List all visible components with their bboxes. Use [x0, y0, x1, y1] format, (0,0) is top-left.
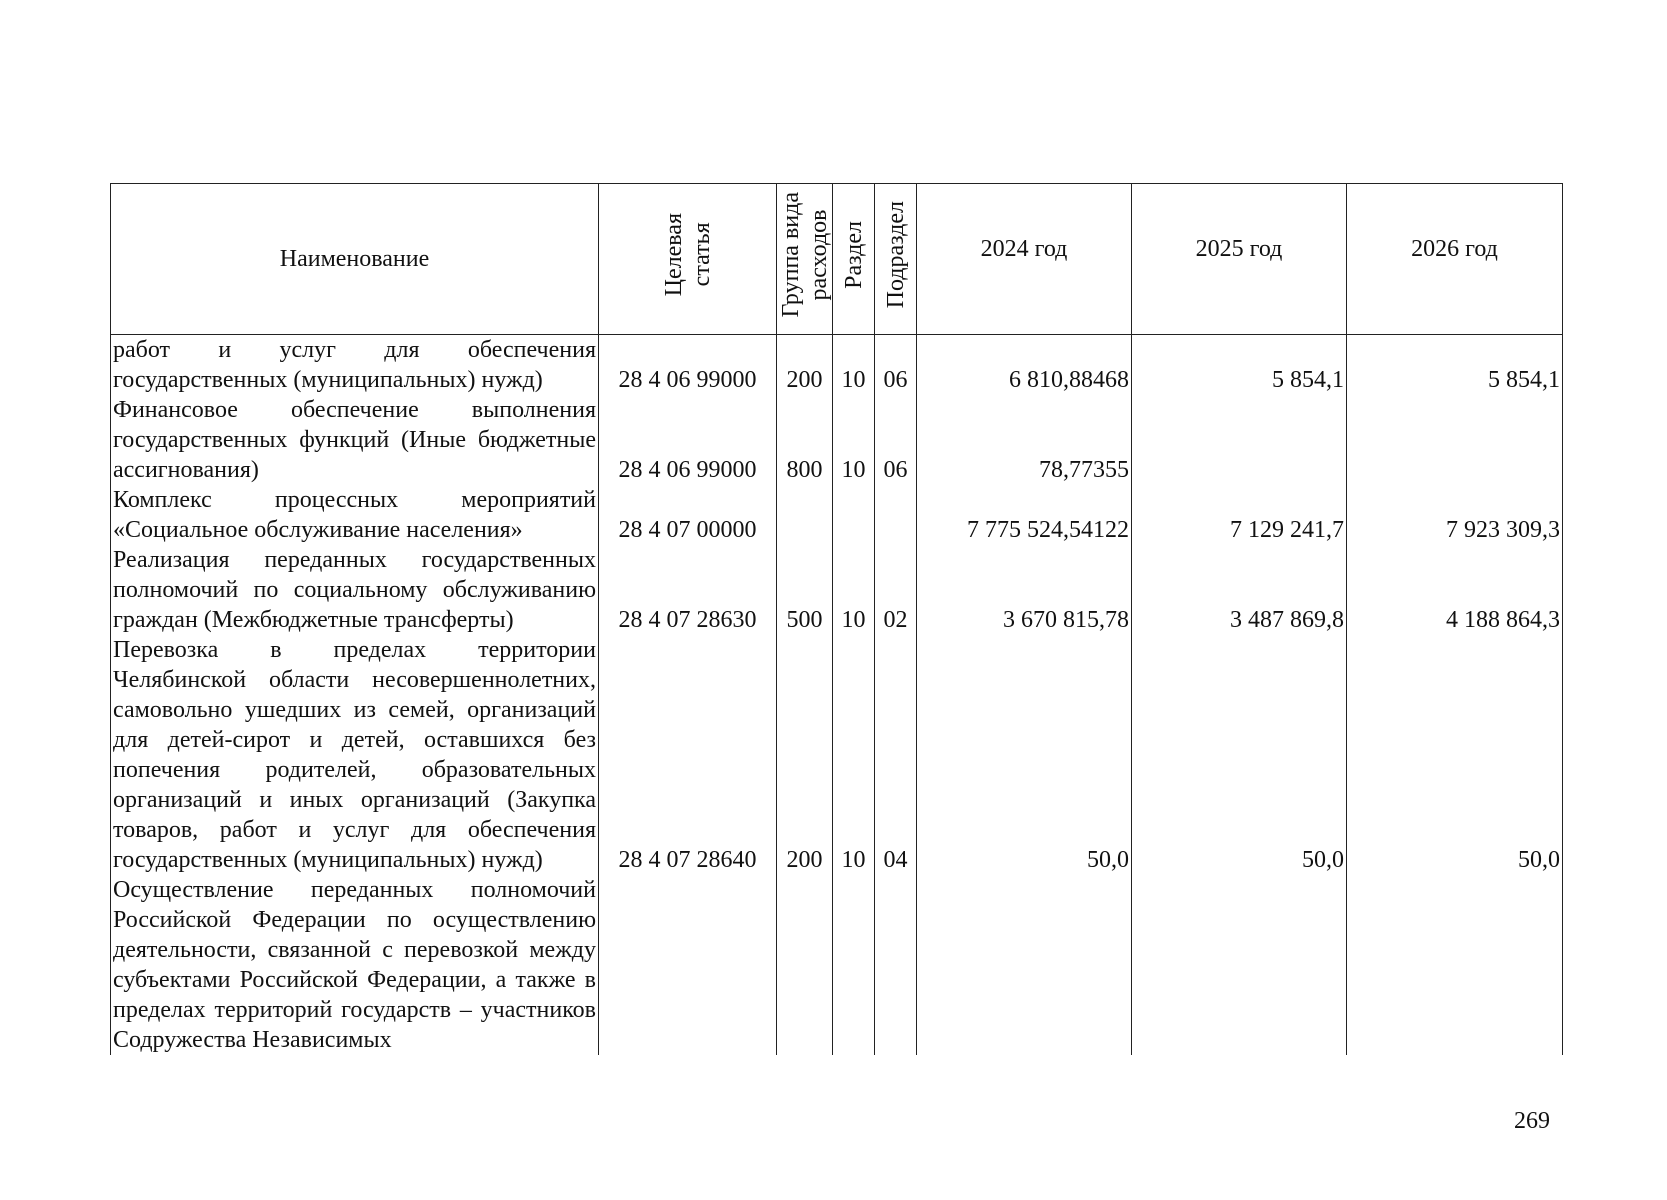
row-subsection: 02 — [875, 545, 917, 635]
row-amount-2024: 7 775 524,54122 — [917, 485, 1132, 545]
row-name: Осуществление переданных полномочий Российской Федерации по осуществлению деятельности, связанной с перевозкой между субъектами Российской Федерации, а также в пределах территорий государств – участников Содружества Независимых — [111, 875, 599, 1055]
table-row — [111, 395, 1563, 485]
row-amount-2024: 3 670 815,78 — [917, 545, 1132, 635]
row-section — [833, 875, 875, 1055]
row-amount-2026: 7 923 309,3 — [1347, 485, 1563, 545]
row-expense-group: 800 — [777, 395, 833, 485]
header-subsection: Подраздел — [875, 184, 917, 335]
row-expense-group — [777, 485, 833, 545]
row-target-article: 28 4 07 28630 — [599, 545, 777, 635]
row-section — [833, 485, 875, 545]
row-amount-2026 — [1347, 875, 1563, 1055]
row-amount-2024: 6 810,88468 — [917, 335, 1132, 396]
row-subsection — [875, 485, 917, 545]
row-amount-2024: 50,0 — [917, 635, 1132, 875]
row-amount-2025 — [1132, 395, 1347, 485]
row-name: Реализация переданных государственных полномочий по социальному обслуживанию граждан (Межбюджетные трансферты) — [111, 545, 599, 635]
row-target-article: 28 4 07 00000 — [599, 485, 777, 545]
table-row — [111, 545, 1563, 635]
header-year-2025: 2025 год — [1132, 184, 1347, 335]
row-section: 10 — [833, 395, 875, 485]
row-amount-2025: 5 854,1 — [1132, 335, 1347, 396]
header-target-article: Целевая статья — [599, 184, 777, 335]
header-year-2026: 2026 год — [1347, 184, 1563, 335]
row-target-article: 28 4 07 28640 — [599, 635, 777, 875]
row-amount-2024: 78,77355 — [917, 395, 1132, 485]
header-expense-group: Группа вида расходов — [777, 184, 833, 335]
row-name: Комплекс процессных мероприятий «Социальное обслуживание населения» — [111, 485, 599, 545]
row-subsection: 06 — [875, 335, 917, 396]
row-amount-2025: 50,0 — [1132, 635, 1347, 875]
table-row — [111, 485, 1563, 545]
row-name: Перевозка в пределах территории Челябинской области несовершеннолетних, самовольно ушедших из семей, организаций для детей-сирот и детей, оставшихся без попечения родителей, образовательных организаций и иных организаций (Закупка товаров, работ и услуг для обеспечения государственных (муниципальных) нужд) — [111, 635, 599, 875]
table-row — [111, 635, 1563, 875]
row-subsection — [875, 875, 917, 1055]
row-target-article: 28 4 06 99000 — [599, 395, 777, 485]
table-row — [111, 335, 1563, 396]
row-amount-2026 — [1347, 395, 1563, 485]
row-amount-2025: 7 129 241,7 — [1132, 485, 1347, 545]
header-name: Наименование — [111, 184, 599, 335]
row-name: работ и услуг для обеспечения государственных (муниципальных) нужд) — [111, 335, 599, 396]
table-header-row — [111, 184, 1563, 335]
row-amount-2025: 3 487 869,8 — [1132, 545, 1347, 635]
row-expense-group — [777, 875, 833, 1055]
row-expense-group: 200 — [777, 635, 833, 875]
row-subsection: 04 — [875, 635, 917, 875]
table-row — [111, 875, 1563, 1055]
row-amount-2026: 4 188 864,3 — [1347, 545, 1563, 635]
row-expense-group: 200 — [777, 335, 833, 396]
row-amount-2026: 5 854,1 — [1347, 335, 1563, 396]
row-section: 10 — [833, 545, 875, 635]
row-subsection: 06 — [875, 395, 917, 485]
page-number: 269 — [1514, 1108, 1550, 1134]
header-year-2024: 2024 год — [917, 184, 1132, 335]
row-amount-2025 — [1132, 875, 1347, 1055]
row-expense-group: 500 — [777, 545, 833, 635]
row-target-article — [599, 875, 777, 1055]
row-amount-2026: 50,0 — [1347, 635, 1563, 875]
row-section: 10 — [833, 335, 875, 396]
budget-table — [110, 183, 1563, 1055]
row-name: Финансовое обеспечение выполнения государственных функций (Иные бюджетные ассигнования) — [111, 395, 599, 485]
row-target-article: 28 4 06 99000 — [599, 335, 777, 396]
header-section: Раздел — [833, 184, 875, 335]
row-section: 10 — [833, 635, 875, 875]
row-amount-2024 — [917, 875, 1132, 1055]
